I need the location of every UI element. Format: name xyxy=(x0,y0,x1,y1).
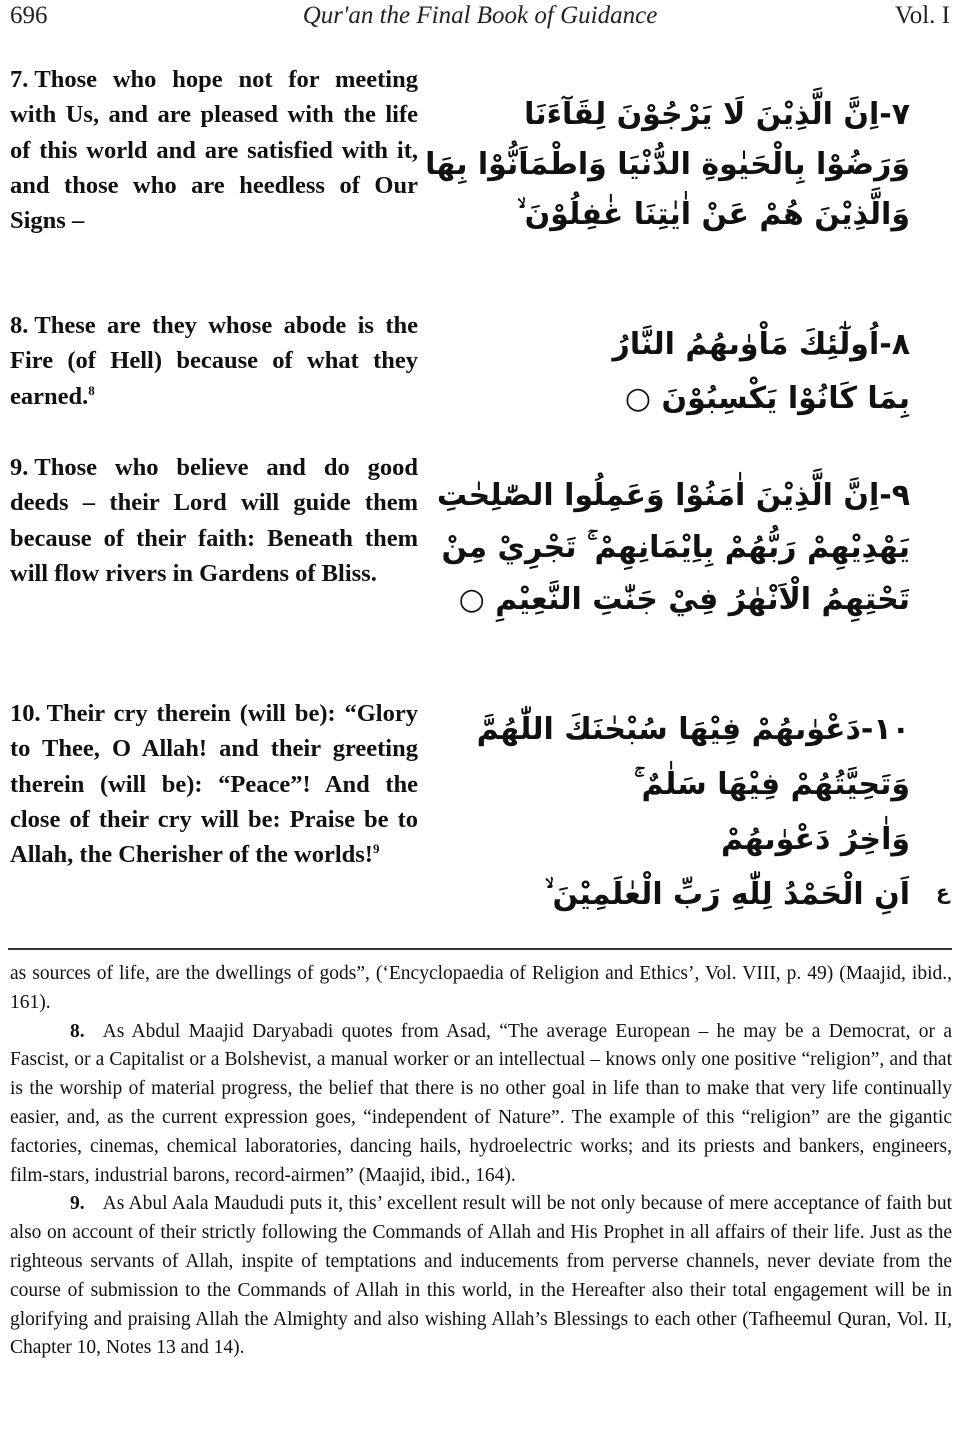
arabic-line: ٧-اِنَّ الَّذِيْنَ لَا يَرْجُوْنَ لِقَآءَنَا xyxy=(524,97,910,132)
verse-8-translation xyxy=(10,308,418,414)
volume-label: Vol. I xyxy=(894,2,950,29)
verse-9-arabic xyxy=(436,470,910,626)
verse-text: These are they whose abode is the Fire (of Hell) because of what they earned. xyxy=(10,312,418,410)
verse-text: Their cry therein (will be): “Glory to Thee, O Allah! and their greeting therein (will be): “Peace”! And the close of their cry will be: Praise be to Allah, the Cherisher of the worlds! xyxy=(10,700,418,869)
verse-number: 7. xyxy=(10,66,29,93)
verse-8-arabic xyxy=(470,318,910,426)
footnote-text: As Abul Aala Maududi puts it, this’ excellent result will be not only because of mere acceptance of faith but also on account of their strictly following the Commands of Allah and His Prophet in all affairs of their life. Just as the righteous servants of Allah, inspite of temptations and inducements from perverse channels, never deviate from the course of submission to the Commands of Allah in this world, in the Hereafter also their total engagement will be in glorifying and praising Allah the Almighty and also wishing Allah’s Blessings to each other (Tafheemul Quran, Vol. II, Chapter 10, Notes 13 and 14). xyxy=(10,1193,952,1359)
arabic-line: وَتَحِيَّتُهُمْ فِيْهَا سَلٰمٌ ۚ xyxy=(634,767,910,802)
arabic-line: وَاٰخِرُ دَعْوٰىهُمْ xyxy=(721,822,910,857)
footnote-8 xyxy=(10,1018,952,1191)
verse-number: 9. xyxy=(10,454,29,481)
book-title: Qur'an the Final Book of Guidance xyxy=(302,2,658,29)
verse-text: Those who believe and do good deeds – their Lord will guide them because of their faith: Beneath them will flow rivers in Gardens of Bliss. xyxy=(10,454,418,587)
footnote-number: 8. xyxy=(70,1020,85,1042)
arabic-line: تَحْتِهِمُ الْاَنْهٰرُ فِيْ جَنّٰتِ النَّعِيْمِ ○ xyxy=(458,582,910,617)
arabic-line: وَالَّذِيْنَ هُمْ عَنْ اٰيٰتِنَا غٰفِلُوْنَ ۙ xyxy=(517,197,910,232)
verse-10-translation xyxy=(10,696,418,872)
running-header xyxy=(10,2,950,36)
arabic-line: ٩-اِنَّ الَّذِيْنَ اٰمَنُوْا وَعَمِلُوا الصّٰلِحٰتِ xyxy=(436,478,910,513)
ruku-marker: ع xyxy=(936,880,950,904)
footnote-ref: 8 xyxy=(88,382,95,398)
footnote-9 xyxy=(10,1190,952,1363)
verse-9-translation xyxy=(10,450,418,591)
verse-number: 10. xyxy=(10,700,41,727)
footnote-ref: 9 xyxy=(372,841,380,857)
verse-text: Those who hope not for meeting with Us, and are pleased with the life of this world and are satisfied with it, and those who are heedless of Our Signs – xyxy=(10,66,418,235)
footnote-continuation: as sources of life, are the dwellings of gods”, (‘Encyclopaedia of Religion and Ethics’, Vol. VIII, p. 49) (Maajid, ibid., 161). xyxy=(10,963,952,1013)
arabic-line: وَرَضُوْا بِالْحَيٰوةِ الدُّنْيَا وَاطْمَاَنُّوْا بِهَا xyxy=(425,147,910,182)
arabic-line: ١٠-دَعْوٰىهُمْ فِيْهَا سُبْحٰنَكَ اللّٰهُمَّ xyxy=(476,712,910,747)
verse-7-arabic xyxy=(425,90,910,240)
verse-number: 8. xyxy=(10,312,29,339)
verse-10-arabic xyxy=(470,702,910,922)
footnote-divider xyxy=(8,948,952,950)
arabic-line: اَنِ الْحَمْدُ لِلّٰهِ رَبِّ الْعٰلَمِيْنَ ۙ xyxy=(545,877,910,912)
footnote-text: As Abdul Maajid Daryabadi quotes from Asad, “The average European – he may be a Democrat, or a Fascist, or a Capitalist or a Bolshevist, a manual worker or an intellectual – knows only one positive “religion”, and that is the worship of material progress, the belief that there is no other goal in life than to make that very life continually easier, and, as the current expression goes, “independent of Nature”. The example of this “religion” are the gigantic factories, cinemas, chemical laboratories, dancing hails, hydroelectric works; and its priests and bankers, engineers, film-stars, industrial barons, record-airmen” (Maajid, ibid., 164). xyxy=(10,1020,952,1186)
arabic-line: ٨-اُولٰٓئِكَ مَاْوٰىهُمُ النَّارُ xyxy=(612,327,910,362)
arabic-line: يَهْدِيْهِمْ رَبُّهُمْ بِاِيْمَانِهِمْ ۚ تَجْرِيْ مِنْ xyxy=(441,530,910,565)
footnote-number: 9. xyxy=(70,1193,85,1215)
footnotes xyxy=(10,960,952,1363)
page-number: 696 xyxy=(10,2,48,29)
arabic-line: بِمَا كَانُوْا يَكْسِبُوْنَ ○ xyxy=(624,381,910,416)
verse-7-translation xyxy=(10,62,418,238)
